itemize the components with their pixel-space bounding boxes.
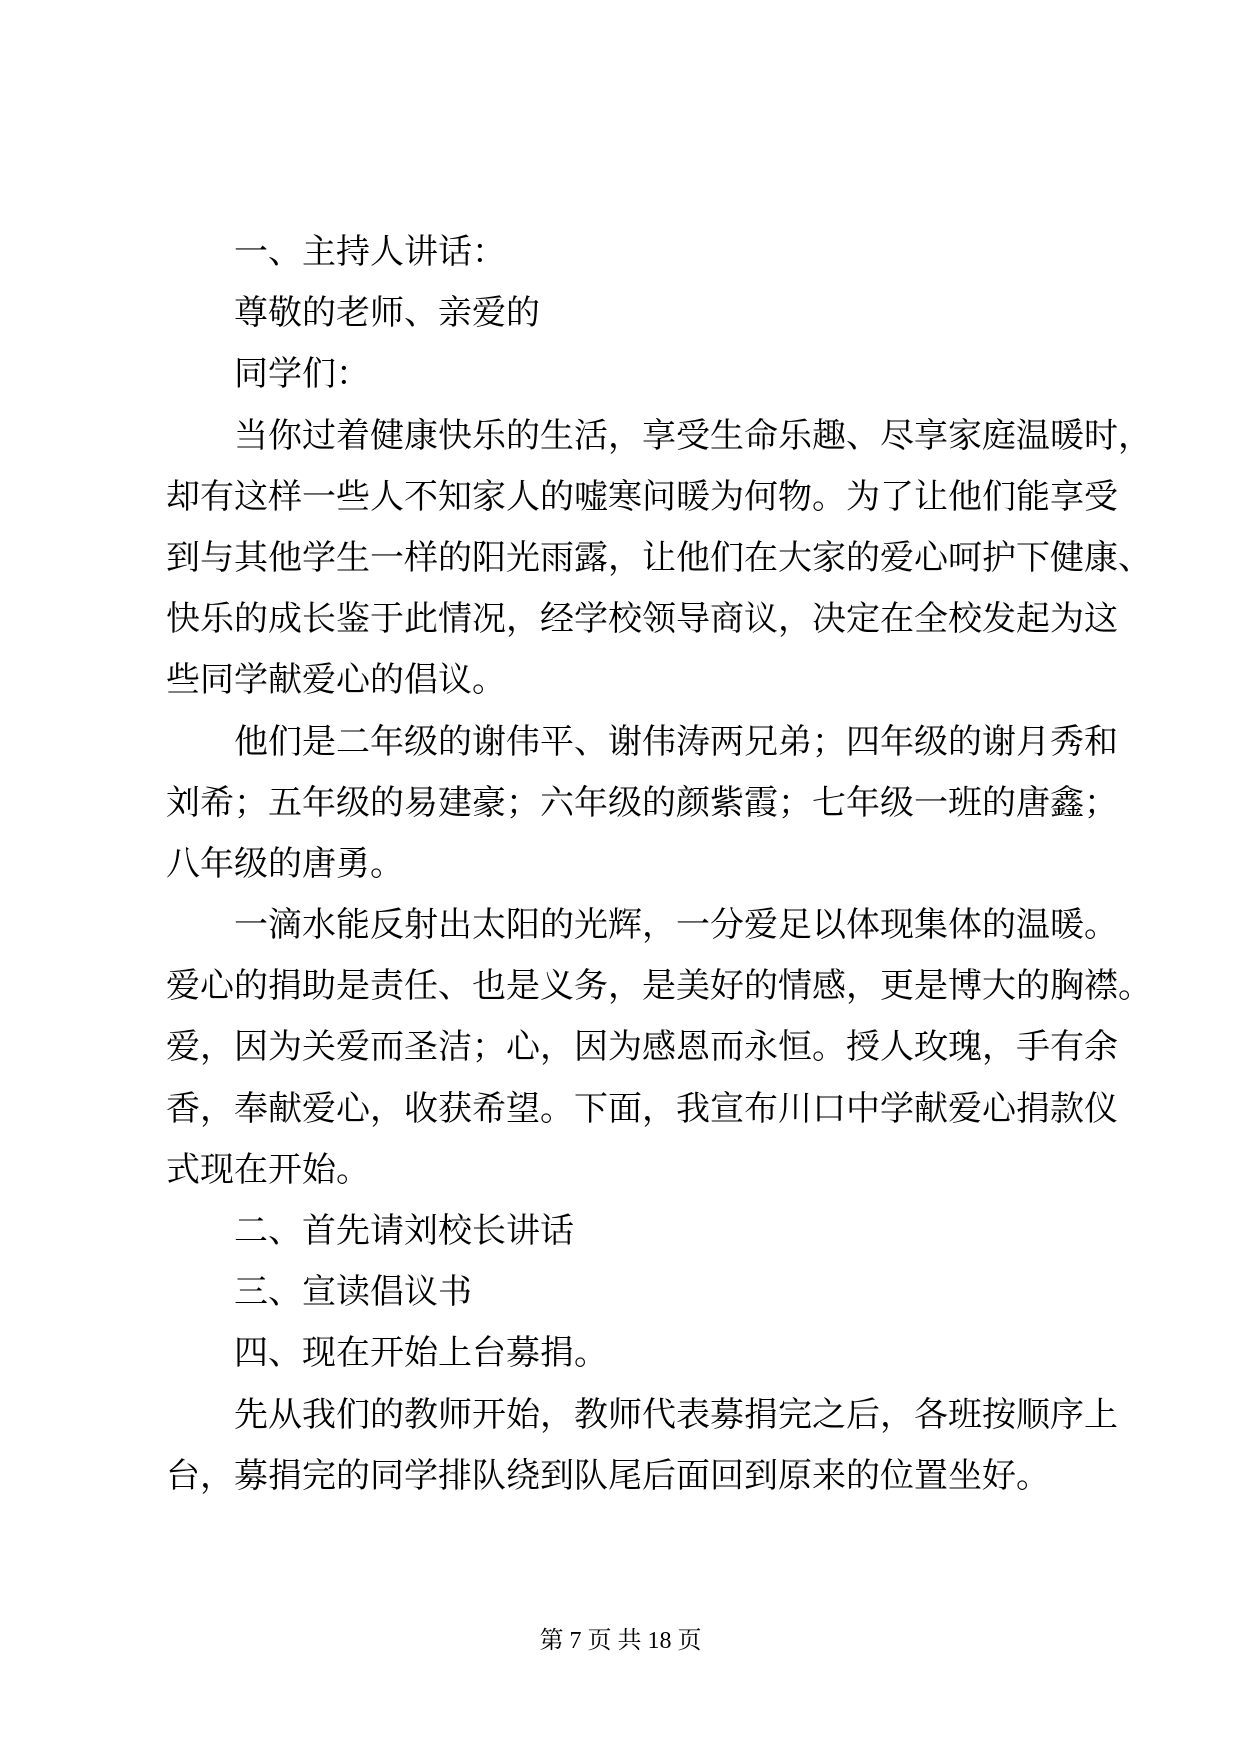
paragraph-4-line-2: 台，募捐完的同学排队绕到队尾后面回到原来的位置坐好。 <box>166 1455 1050 1496</box>
salutation-line-2: 同学们： <box>234 354 370 395</box>
paragraph-1-line-4: 快乐的成长鉴于此情况，经学校领导商议，决定在全校发起为这 <box>166 599 1118 640</box>
heading-principal-speech: 二、首先请刘校长讲话 <box>234 1211 574 1251</box>
paragraph-1-line-3: 到与其他学生一样的阳光雨露，让他们在大家的爱心呵护下健康、 <box>166 537 1152 578</box>
paragraph-2-line-1: 他们是二年级的谢伟平、谢伟涛两兄弟；四年级的谢月秀和 <box>234 721 1118 762</box>
paragraph-2-line-3: 八年级的唐勇。 <box>166 843 404 884</box>
paragraph-4-line-1: 先从我们的教师开始，教师代表募捐完之后，各班按顺序上 <box>234 1394 1118 1435</box>
paragraph-3-line-2: 爱心的捐助是责任、也是义务，是美好的情感，更是博大的胸襟。 <box>166 966 1152 1007</box>
heading-start-donation: 四、现在开始上台募捐。 <box>234 1333 608 1374</box>
paragraph-3-line-1: 一滴水能反射出太阳的光辉，一分爱足以体现集体的温暖。 <box>234 905 1118 946</box>
paragraph-3-line-5: 式现在开始。 <box>166 1149 370 1190</box>
heading-host-speech: 一、主持人讲话： <box>234 232 506 272</box>
paragraph-3-line-4: 香，奉献爱心，收获希望。下面，我宣布川口中学献爱心捐款仪 <box>166 1088 1118 1129</box>
salutation-line-1: 尊敬的老师、亲爱的 <box>234 293 540 334</box>
page-number: 第 7 页 共 18 页 <box>539 1628 702 1654</box>
heading-read-proposal: 三、宣读倡议书 <box>234 1272 472 1313</box>
paragraph-1-line-2: 却有这样一些人不知家人的嘘寒问暖为何物。为了让他们能享受 <box>166 476 1118 517</box>
document-body <box>166 222 1152 1507</box>
paragraph-2-line-2: 刘希；五年级的易建豪；六年级的颜紫霞；七年级一班的唐鑫； <box>166 782 1118 823</box>
paragraph-1-line-1: 当你过着健康快乐的生活，享受生命乐趣、尽享家庭温暖时， <box>234 415 1152 456</box>
paragraph-3-line-3: 爱，因为关爱而圣洁；心，因为感恩而永恒。授人玫瑰，手有余 <box>166 1027 1118 1068</box>
paragraph-1-line-5: 些同学献爱心的倡议。 <box>166 660 506 701</box>
